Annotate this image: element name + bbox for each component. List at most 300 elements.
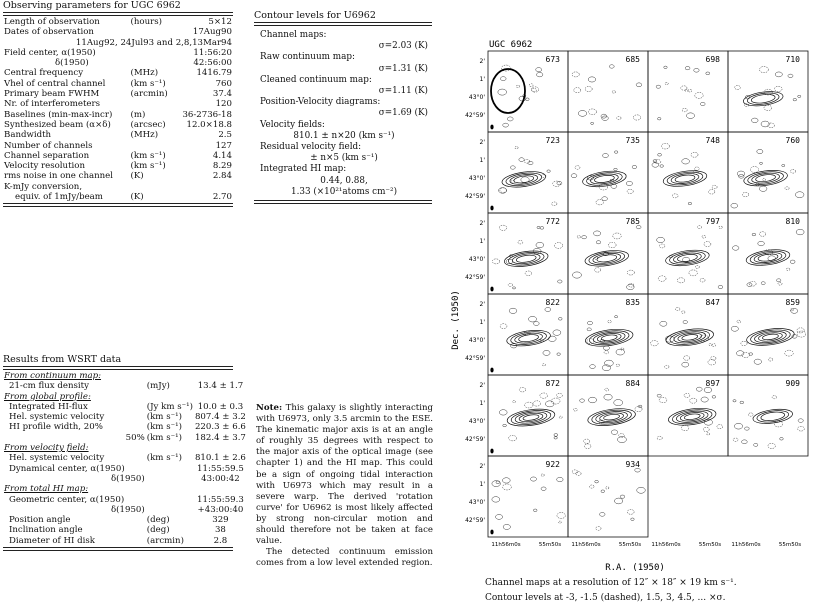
noise-contour [500, 77, 506, 81]
results-row [3, 464, 247, 474]
noise-contour [612, 91, 616, 93]
noise-contour [615, 316, 618, 318]
emission-contour [758, 331, 783, 342]
noise-contour [536, 68, 542, 72]
results-value: 329 [212, 515, 229, 526]
results-label: Position angle [9, 515, 71, 526]
noise-contour [618, 437, 627, 443]
noise-contour [548, 336, 556, 341]
channel-panel [648, 51, 728, 132]
contour-item-label: Cleaned continuum map: [260, 74, 372, 85]
noise-contour [554, 437, 557, 439]
observing-row [3, 151, 233, 161]
noise-contour [604, 351, 609, 354]
observing-label: K-mJy conversion, [4, 181, 83, 192]
noise-contour [768, 123, 775, 128]
noise-contour [760, 162, 763, 164]
noise-contour [509, 308, 517, 313]
noise-contour [528, 161, 533, 165]
noise-contour [733, 400, 736, 402]
noise-contour [796, 229, 804, 235]
noise-contour [658, 153, 662, 156]
emission-contour [673, 251, 702, 264]
contour-title: Contour levels for U6962 [254, 10, 376, 21]
noise-contour [778, 282, 782, 285]
noise-contour [531, 87, 539, 92]
xtick-label: 11h56m0s [731, 542, 761, 548]
emission-contour [592, 252, 621, 265]
noise-contour [712, 396, 716, 399]
results-unit [146, 505, 194, 515]
results-panel [3, 354, 246, 551]
noise-contour [700, 102, 705, 105]
noise-contour [518, 241, 523, 244]
noise-contour [657, 118, 660, 120]
channel-panel [488, 51, 568, 132]
results-section-row [3, 443, 247, 453]
noise-contour [795, 192, 804, 198]
noise-contour [694, 68, 699, 72]
noise-contour [492, 259, 499, 264]
emission-contour [665, 248, 711, 268]
observing-label: Synthesized beam (α×δ) [4, 119, 111, 130]
noise-contour [558, 521, 561, 523]
noise-contour [760, 67, 769, 73]
noise-contour [558, 318, 562, 321]
emission-contour [582, 169, 628, 189]
noise-contour [557, 353, 561, 356]
observing-value: 2.70 [212, 192, 232, 203]
channel-panel [488, 294, 568, 375]
noise-contour [791, 308, 798, 313]
noise-contour [503, 123, 509, 127]
channel-label: 897 [705, 379, 720, 388]
observing-unit [130, 48, 175, 58]
channel-panel [648, 375, 728, 456]
noise-contour [609, 65, 614, 68]
observing-value: 2.5 [218, 130, 232, 141]
noise-contour [763, 178, 766, 180]
noise-contour [559, 416, 562, 418]
ytick-label: 2' [479, 58, 485, 65]
emission-contour [743, 168, 789, 188]
noise-contour [768, 358, 773, 361]
noise-contour [793, 98, 797, 100]
noise-contour [751, 118, 758, 123]
noise-contour [596, 241, 600, 244]
observing-label: Central frequency [4, 68, 84, 79]
noise-contour [525, 271, 531, 276]
noise-contour [587, 339, 594, 344]
noise-contour [660, 165, 664, 168]
channel-label: 822 [545, 298, 560, 307]
noise-contour [732, 246, 738, 251]
ytick-label: 42°59' [465, 274, 485, 281]
contour-item-value: ± n×5 (km s⁻¹) [310, 153, 378, 164]
noise-contour [717, 425, 723, 429]
noise-contour [681, 311, 685, 314]
channel-label: 772 [545, 217, 560, 226]
contour-levels-panel [254, 10, 432, 204]
results-label: 50% [125, 432, 145, 443]
noise-contour [689, 270, 697, 276]
results-row [3, 402, 247, 412]
noise-contour [573, 408, 577, 411]
ytick-label: 43°0' [468, 94, 485, 101]
observing-unit: (arcsec) [130, 119, 166, 130]
note-label: Note: [256, 403, 283, 413]
noise-contour [657, 237, 665, 242]
observing-value: 36-2736-18 [182, 109, 232, 120]
channel-panel [728, 51, 808, 132]
noise-contour [633, 115, 640, 120]
observing-value: 5×12 [208, 17, 232, 27]
noise-contour [731, 326, 738, 331]
noise-contour [712, 185, 717, 189]
noise-contour [754, 443, 758, 446]
noise-contour [587, 321, 592, 325]
results-section-head: From velocity field: [4, 443, 89, 454]
noise-contour [664, 66, 667, 68]
noise-contour [603, 153, 609, 157]
noise-contour [636, 83, 642, 87]
observing-row [3, 120, 233, 130]
results-unit [146, 495, 194, 505]
results-row [3, 412, 247, 422]
emission-contour [597, 332, 622, 343]
noise-contour [682, 362, 689, 367]
noise-contour [578, 110, 586, 116]
ytick-label: 42°59' [465, 355, 485, 362]
xtick-label: 11h56m0s [651, 542, 681, 548]
beam-marker [490, 368, 493, 373]
channel-maps-figure [450, 30, 820, 607]
channel-panel [728, 375, 808, 456]
emission-contour [680, 411, 705, 422]
results-row [3, 536, 247, 546]
results-row [3, 422, 247, 432]
noise-contour [596, 527, 601, 531]
ytick-label: 1' [479, 319, 485, 326]
observing-unit [130, 182, 175, 192]
noise-contour [764, 105, 772, 110]
noise-contour [576, 472, 581, 476]
emission-contour [584, 327, 634, 349]
noise-contour [587, 328, 591, 331]
noise-contour [690, 398, 697, 403]
noise-contour [617, 117, 621, 120]
noise-contour [681, 86, 687, 90]
noise-contour [708, 359, 716, 364]
noise-contour [533, 509, 537, 512]
observing-value: 42:56:00 [193, 58, 232, 69]
results-table [3, 371, 247, 546]
noise-contour [797, 331, 806, 337]
noise-contour [590, 365, 596, 369]
noise-contour [531, 477, 537, 481]
figure-xlabel: R.A. (1950) [605, 563, 665, 573]
noise-contour [798, 95, 801, 97]
observing-value: 760 [215, 78, 232, 89]
channel-label: 835 [625, 298, 640, 307]
results-value: 10.0 ± 0.3 [197, 401, 244, 412]
noise-contour [752, 233, 756, 236]
noise-contour [790, 169, 795, 173]
noise-contour [742, 440, 748, 444]
results-unit: (mJy) [146, 381, 170, 392]
noise-contour [616, 349, 624, 355]
noise-contour [503, 524, 510, 529]
observing-row [3, 89, 233, 99]
noise-contour [585, 87, 592, 92]
noise-contour [603, 346, 609, 350]
channel-panel [488, 132, 568, 213]
noise-contour [754, 359, 761, 364]
beam-marker [490, 206, 493, 211]
emission-contour [506, 328, 552, 348]
channel-label: 934 [625, 460, 640, 469]
emission-contour [746, 326, 796, 348]
noise-contour [695, 265, 699, 268]
noise-contour [701, 397, 708, 402]
ytick-label: 43°0' [468, 499, 485, 506]
observing-label: Field center, α(1950) [4, 47, 96, 58]
noise-contour [572, 72, 579, 77]
emission-contour [509, 173, 538, 186]
results-label: Dynamical center, α(1950) [9, 463, 125, 474]
noise-contour [540, 227, 544, 230]
emission-contour [503, 249, 549, 269]
channel-panel [568, 456, 648, 537]
results-value: 220.3 ± 6.6 [194, 422, 246, 433]
noise-contour [614, 151, 618, 153]
noise-contour [742, 192, 748, 197]
noise-contour [515, 147, 518, 149]
contour-item-value: 1.33 (×10²¹atoms cm⁻²) [290, 186, 398, 197]
noise-contour [631, 518, 635, 520]
noise-contour [749, 281, 756, 286]
noise-contour [708, 190, 714, 194]
observing-label: Number of channels [4, 140, 93, 151]
xtick-label: 55m50s [538, 542, 562, 548]
observing-label: Velocity resolution [4, 161, 85, 172]
results-value: 13.4 ± 1.7 [197, 381, 244, 392]
emission-contour [665, 326, 715, 348]
noise-contour [707, 433, 710, 435]
noise-contour [619, 434, 625, 438]
observing-row [3, 38, 233, 48]
noise-contour [788, 74, 793, 78]
noise-contour [775, 86, 783, 91]
observing-unit: (MHz) [130, 68, 159, 79]
channel-panel [568, 294, 648, 375]
noise-contour [492, 497, 500, 503]
observing-parameters-panel [3, 0, 233, 207]
results-value: 807.4 ± 3.2 [194, 412, 246, 423]
ytick-label: 42°59' [465, 193, 485, 200]
noise-contour [695, 92, 703, 98]
observing-row [3, 192, 233, 202]
observing-table [3, 17, 233, 202]
noise-contour [775, 72, 782, 77]
channel-label: 760 [785, 136, 800, 145]
ytick-label: 1' [479, 481, 485, 488]
noise-contour [512, 287, 515, 289]
noise-contour [577, 236, 581, 238]
noise-contour [540, 393, 548, 398]
results-value: +43:00:40 [197, 504, 244, 515]
noise-contour [557, 477, 563, 481]
channel-label: 872 [545, 379, 560, 388]
channel-panel [488, 375, 568, 456]
results-value: 38 [214, 525, 226, 536]
noise-contour [637, 487, 646, 493]
noise-contour [733, 438, 738, 441]
noise-contour [558, 280, 562, 283]
emission-contour [751, 172, 780, 185]
noise-contour [759, 186, 767, 191]
channel-panel [568, 213, 648, 294]
results-label: Hel. systemic velocity [9, 453, 105, 464]
noise-contour [685, 67, 690, 70]
ytick-label: 2' [479, 301, 485, 308]
emission-contour [677, 332, 702, 343]
results-unit: (Jy km s⁻¹) [146, 401, 193, 412]
noise-contour [682, 159, 690, 164]
noise-contour [702, 235, 706, 238]
noise-contour [741, 341, 747, 345]
noise-contour [496, 514, 503, 519]
noise-contour [660, 321, 667, 326]
noise-contour [704, 242, 711, 247]
noise-contour [541, 487, 546, 491]
observing-unit: (MHz) [130, 130, 159, 141]
ytick-label: 2' [479, 139, 485, 146]
noise-contour [704, 387, 712, 392]
contour-item-value: 810.1 ± n×20 (km s⁻¹) [293, 130, 395, 141]
results-unit: (km s⁻¹) [146, 422, 182, 433]
noise-contour [734, 423, 742, 429]
noise-contour [503, 484, 512, 490]
noise-contour [792, 335, 797, 339]
noise-contour [694, 167, 699, 170]
noise-contour [735, 85, 741, 89]
observing-unit: (K) [130, 192, 144, 203]
ytick-label: 2' [479, 382, 485, 389]
results-label: HI profile width, 20% [9, 422, 103, 433]
observing-rule-bottom [3, 203, 233, 207]
noise-contour [614, 498, 622, 504]
noise-contour [589, 397, 597, 403]
observing-label: Nr. of interferometers [4, 99, 101, 110]
noise-contour [785, 350, 794, 356]
noise-contour [554, 434, 558, 437]
observing-unit: (km s⁻¹) [130, 161, 166, 172]
observing-value: 11Aug92, 24Jul93 and 2,8,13Mar94 [75, 37, 232, 48]
note-block [256, 403, 433, 569]
observing-value: 37.4 [212, 89, 232, 100]
observing-row [3, 141, 233, 151]
noise-contour [537, 226, 540, 228]
noise-contour [761, 282, 765, 285]
noise-contour [519, 387, 525, 392]
noise-contour [656, 85, 660, 88]
noise-contour [616, 364, 620, 366]
results-label: Diameter of HI disk [9, 535, 95, 546]
panels-group [465, 51, 808, 548]
noise-contour [748, 413, 753, 416]
observing-row [3, 99, 233, 109]
noise-contour [547, 170, 551, 172]
noise-contour [798, 426, 805, 431]
noise-contour [638, 405, 642, 408]
observing-row [3, 171, 233, 181]
noise-contour [545, 401, 554, 407]
channel-label: 748 [705, 136, 720, 145]
noise-contour [683, 321, 687, 324]
noise-contour [614, 168, 618, 170]
channel-label: 922 [545, 460, 560, 469]
results-unit [146, 464, 194, 474]
contour-item-value: σ=2.03 (K) [378, 41, 428, 52]
results-label: 21-cm flux density [9, 381, 89, 392]
noise-contour [772, 396, 777, 399]
noise-contour [596, 200, 604, 205]
channel-label: 673 [545, 55, 560, 64]
noise-contour [661, 143, 669, 149]
results-label: Inclination angle [9, 525, 83, 536]
noise-contour [798, 419, 803, 423]
observing-value: 4.14 [212, 150, 232, 161]
results-unit: (km s⁻¹) [146, 412, 182, 423]
results-rule-bottom [3, 547, 233, 551]
beam-marker [490, 449, 493, 454]
observing-label: Vhel of central channel [4, 78, 106, 89]
observing-label: Length of observation [4, 17, 100, 27]
noise-contour [685, 89, 688, 91]
observing-unit: (km s⁻¹) [130, 78, 166, 89]
results-row [3, 505, 247, 515]
channel-label: 810 [785, 217, 800, 226]
channel-panel [488, 213, 568, 294]
noise-contour [712, 344, 716, 347]
noise-contour [557, 513, 565, 519]
emission-contour [514, 332, 543, 345]
beam-marker [490, 125, 493, 130]
results-row [3, 453, 247, 463]
noise-contour [675, 308, 680, 311]
ytick-label: 43°0' [468, 418, 485, 425]
results-row [3, 515, 247, 525]
noise-contour [686, 113, 694, 119]
channel-label: 884 [625, 379, 640, 388]
emission-contour [667, 406, 717, 428]
observing-value [174, 182, 233, 192]
noise-contour [551, 398, 560, 404]
channel-label: 909 [785, 379, 800, 388]
xtick-label: 11h56m0s [491, 542, 521, 548]
observing-value: 8.29 [212, 161, 232, 172]
emission-contour [599, 412, 624, 423]
emission-contour [670, 172, 699, 185]
observing-value: 120 [215, 99, 232, 110]
noise-contour [614, 400, 623, 406]
noise-contour [507, 117, 513, 121]
contour-item-value: σ=1.69 (K) [378, 108, 428, 119]
noise-contour [706, 72, 710, 75]
noise-contour [580, 399, 585, 402]
noise-contour [533, 322, 539, 326]
